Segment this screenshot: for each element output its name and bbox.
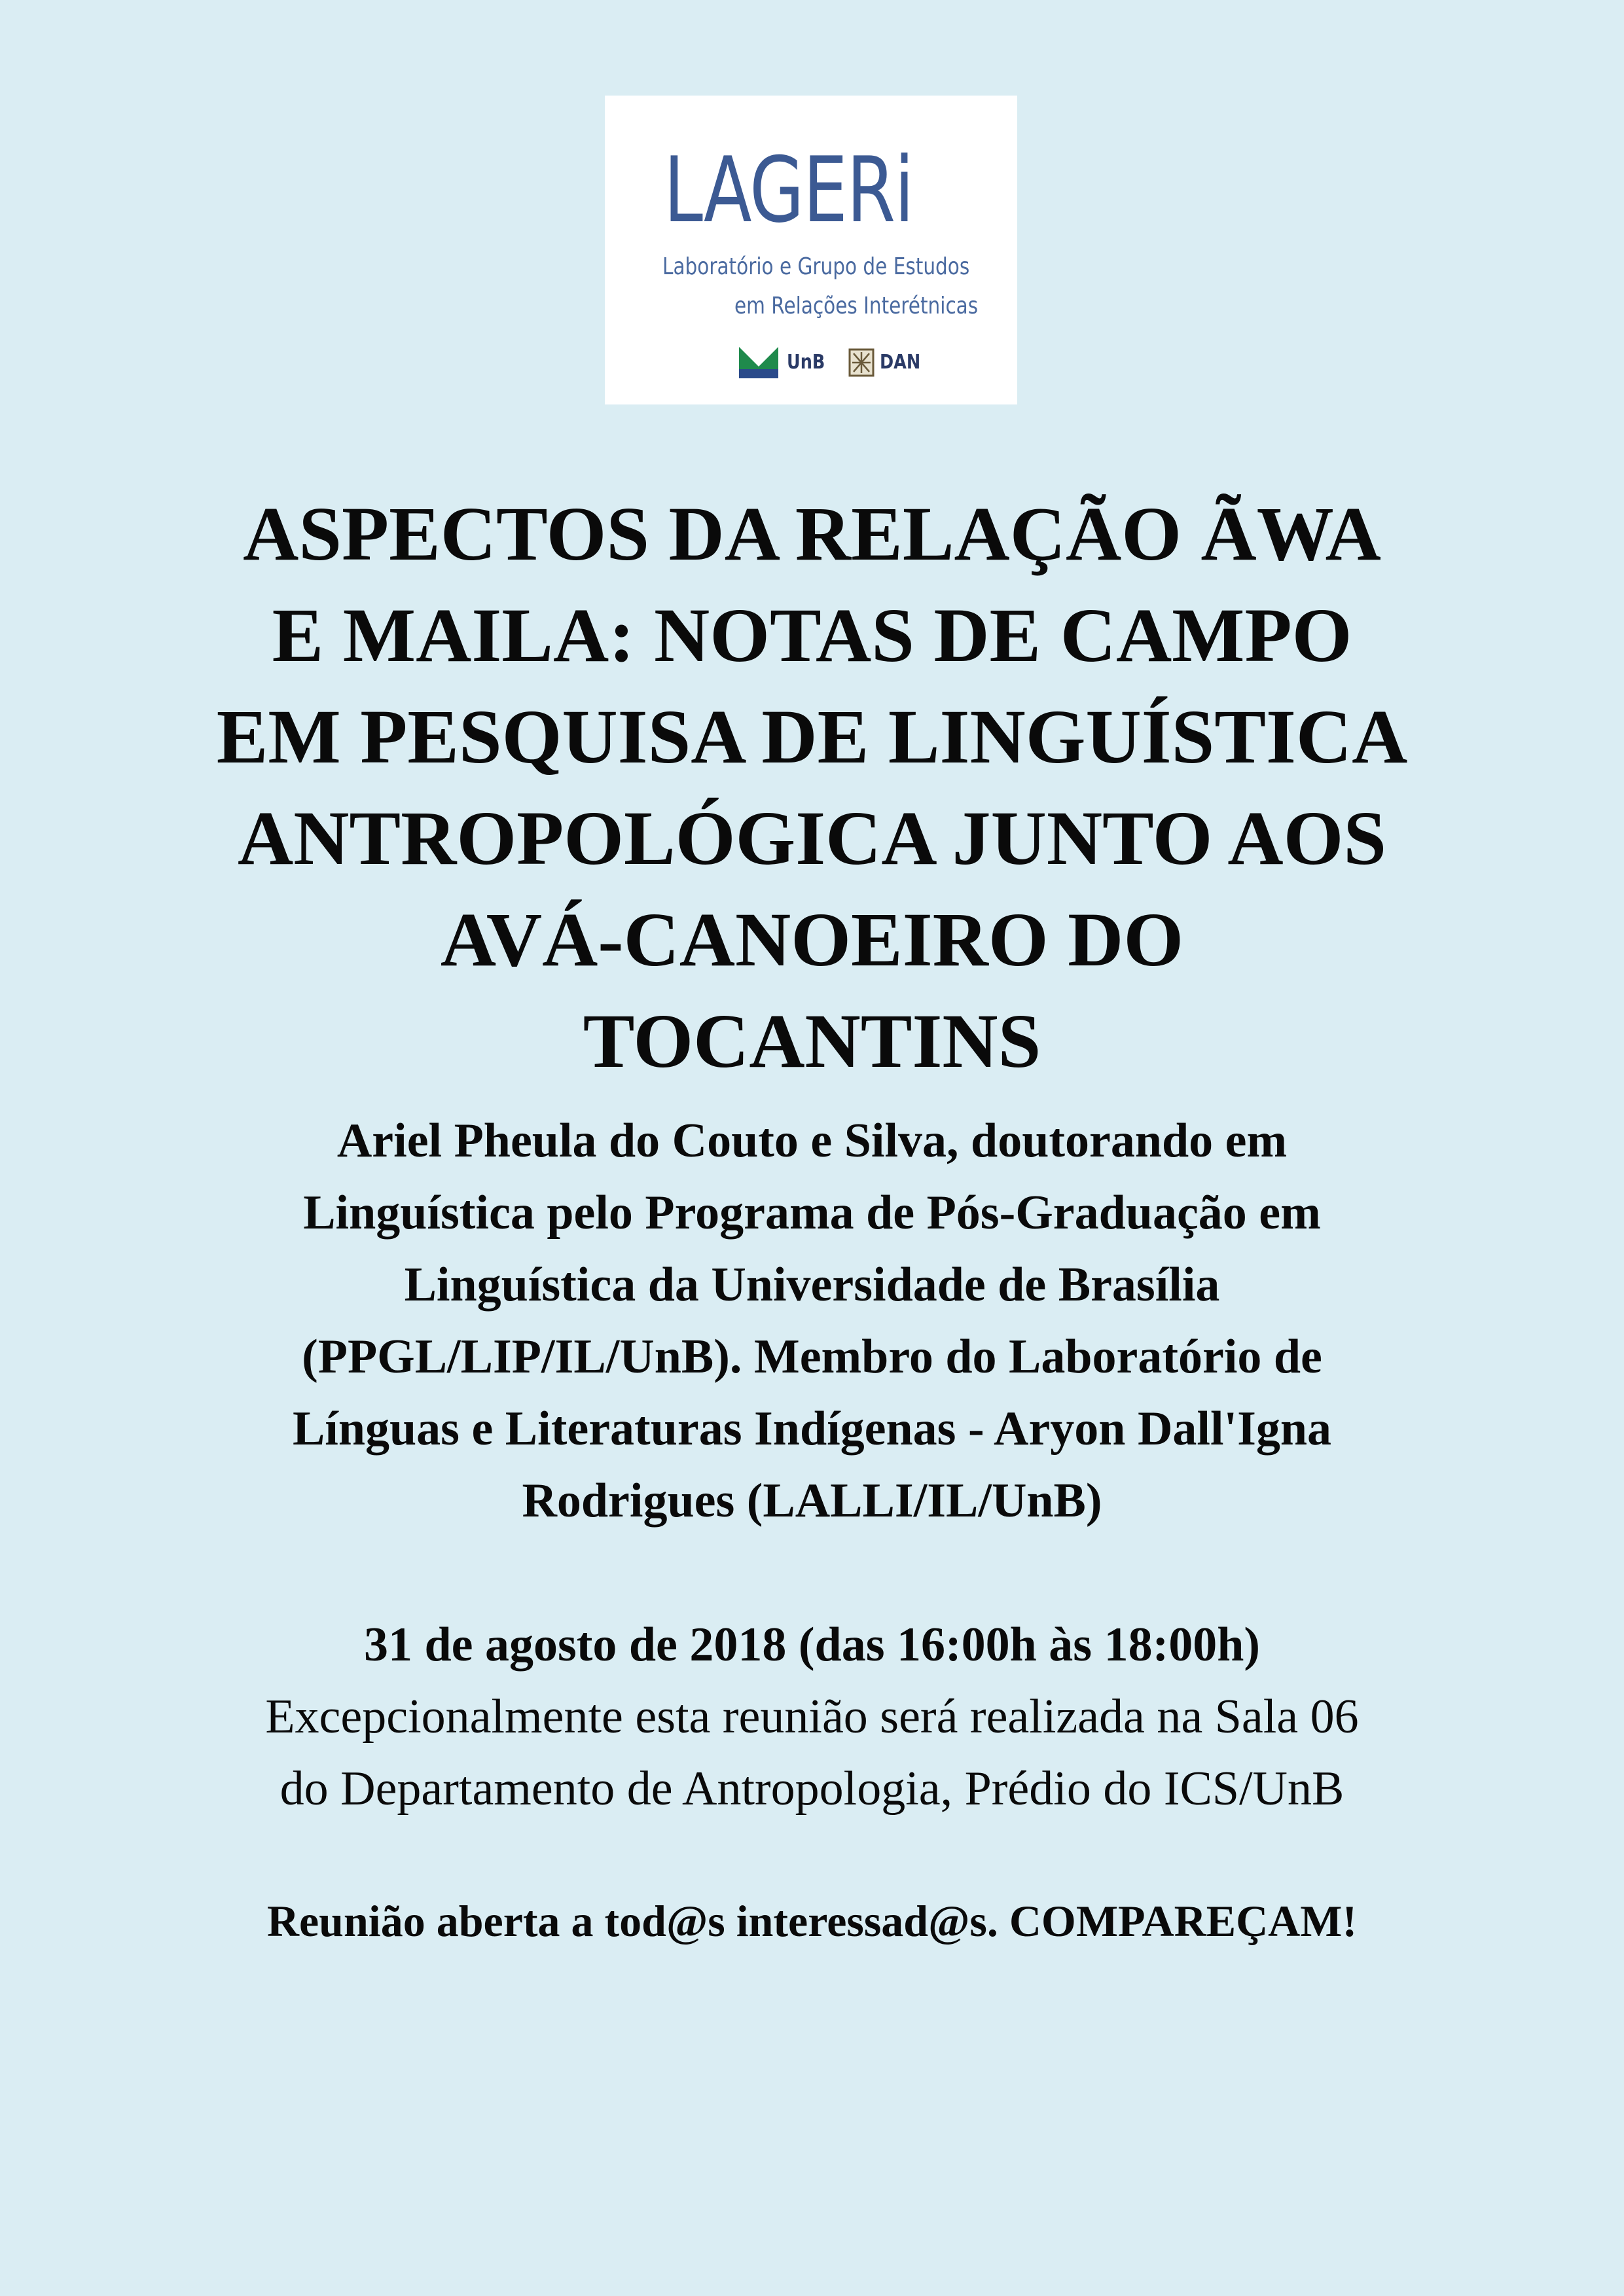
title-line: TOCANTINS xyxy=(583,998,1041,1084)
speaker-info xyxy=(131,1105,1493,1537)
logo-subtitle-line1: Laboratório e Grupo de Estudos xyxy=(662,253,970,280)
title-line: E MAILA: NOTAS DE CAMPO xyxy=(272,592,1352,678)
speaker-line: (PPGL/LIP/IL/UnB). Membro do Laboratório de xyxy=(302,1330,1322,1384)
logo-unb-label: UnB xyxy=(787,351,825,374)
event-venue xyxy=(131,1681,1493,1825)
speaker-line: Rodrigues (LALLI/IL/UnB) xyxy=(522,1474,1102,1528)
venue-line: do Departamento de Antropologia, Prédio do ICS/UnB xyxy=(280,1762,1344,1816)
lageri-logo xyxy=(605,96,1017,404)
dan-logo-icon xyxy=(848,348,875,377)
title-line: ASPECTOS DA RELAÇÃO ÃWA xyxy=(243,491,1381,577)
logo-wordmark: LAGERi xyxy=(664,137,913,243)
logo-subtitle-line2: em Relações Interétnicas xyxy=(734,293,979,319)
title-line: EM PESQUISA DE LINGUÍSTICA xyxy=(216,694,1408,780)
speaker-line: Línguas e Literaturas Indígenas - Aryon Dall'Igna xyxy=(292,1402,1332,1456)
speaker-line: Linguística pelo Programa de Pós-Graduação em xyxy=(303,1186,1321,1240)
title-line: AVÁ-CANOEIRO DO xyxy=(440,897,1184,982)
logo-dan-label: DAN xyxy=(880,351,921,374)
event-date: 31 de agosto de 2018 (das 16:00h às 18:00h) xyxy=(363,1618,1261,1672)
speaker-line: Linguística da Universidade de Brasília xyxy=(404,1258,1220,1312)
unb-logo-icon xyxy=(739,347,778,378)
open-notice: Reunião aberta a tod@s interessad@s. COMPAREÇAM! xyxy=(266,1896,1358,1946)
event-title xyxy=(131,483,1493,1092)
title-line: ANTROPOLÓGICA JUNTO AOS xyxy=(237,795,1387,881)
speaker-line: Ariel Pheula do Couto e Silva, doutorando em xyxy=(336,1114,1288,1168)
venue-line: Excepcionalmente esta reunião será realizada na Sala 06 xyxy=(265,1690,1359,1744)
